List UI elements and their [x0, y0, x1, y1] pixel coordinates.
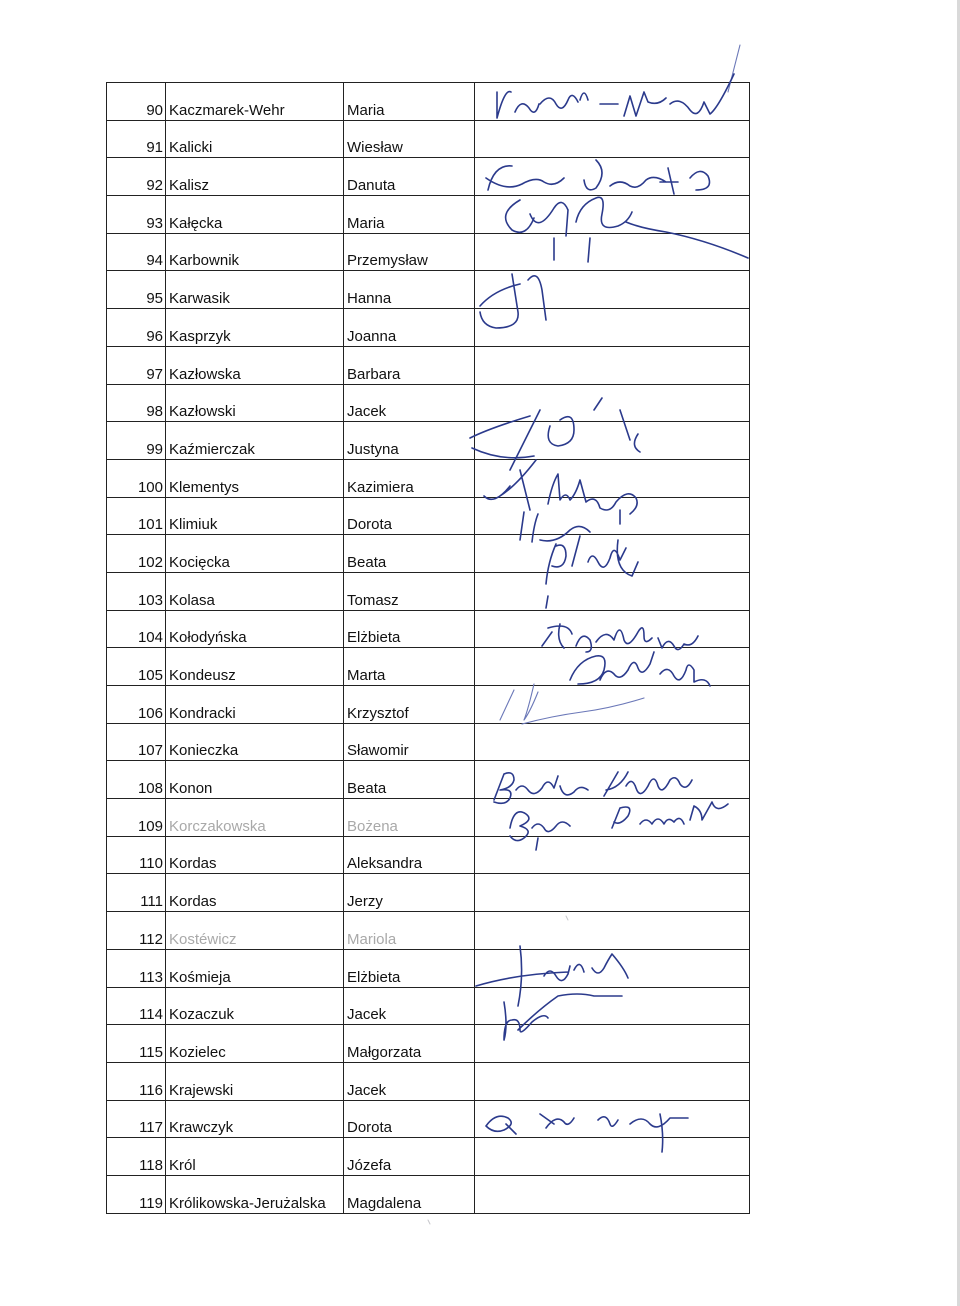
signature-cell [475, 1025, 750, 1063]
row-number: 112 [107, 912, 166, 950]
signature-cell [475, 535, 750, 573]
first-name-cell: Dorota [344, 497, 475, 535]
stray-dot-2 [428, 1220, 430, 1224]
table-row [107, 799, 750, 837]
row-number: 96 [107, 309, 166, 347]
signature-cell [475, 723, 750, 761]
first-name-cell: Tomasz [344, 572, 475, 610]
table-row [107, 1062, 750, 1100]
first-name-cell: Aleksandra [344, 836, 475, 874]
table-row [107, 497, 750, 535]
row-number: 105 [107, 648, 166, 686]
surname-cell: Konieczka [166, 723, 344, 761]
row-number: 113 [107, 949, 166, 987]
signature-cell [475, 949, 750, 987]
first-name-cell: Dorota [344, 1100, 475, 1138]
signature-cell [475, 648, 750, 686]
table-row [107, 422, 750, 460]
surname-cell: Klementys [166, 459, 344, 497]
row-number: 108 [107, 761, 166, 799]
signature-cell [475, 459, 750, 497]
surname-cell: Karwasik [166, 271, 344, 309]
table-row [107, 384, 750, 422]
row-number: 94 [107, 233, 166, 271]
signature-cell [475, 686, 750, 724]
row-number: 93 [107, 196, 166, 234]
signature-cell [475, 1138, 750, 1176]
row-number: 119 [107, 1175, 166, 1213]
signature-cell [475, 158, 750, 196]
table-row [107, 686, 750, 724]
row-number: 116 [107, 1062, 166, 1100]
first-name-cell: Maria [344, 83, 475, 121]
surname-cell: Kołodyńska [166, 610, 344, 648]
signature-cell [475, 422, 750, 460]
table-row [107, 610, 750, 648]
first-name-cell: Joanna [344, 309, 475, 347]
signature-cell [475, 271, 750, 309]
signature-cell [475, 1175, 750, 1213]
signature-cell [475, 799, 750, 837]
signature-cell [475, 233, 750, 271]
signature-cell [475, 346, 750, 384]
table-row [107, 987, 750, 1025]
surname-cell: Kondeusz [166, 648, 344, 686]
row-number: 99 [107, 422, 166, 460]
row-number: 106 [107, 686, 166, 724]
table-row [107, 836, 750, 874]
surname-cell: Krajewski [166, 1062, 344, 1100]
first-name-cell: Sławomir [344, 723, 475, 761]
table-row [107, 346, 750, 384]
surname-cell: Kocięcka [166, 535, 344, 573]
first-name-cell: Maria [344, 196, 475, 234]
signature-cell [475, 120, 750, 158]
row-number: 102 [107, 535, 166, 573]
signature-cell [475, 572, 750, 610]
signature-cell [475, 610, 750, 648]
row-number: 92 [107, 158, 166, 196]
row-number: 100 [107, 459, 166, 497]
row-number: 109 [107, 799, 166, 837]
row-number: 118 [107, 1138, 166, 1176]
surname-cell: Kostéwicz [166, 912, 344, 950]
row-number: 115 [107, 1025, 166, 1063]
surname-cell: Kozielec [166, 1025, 344, 1063]
table-row [107, 874, 750, 912]
first-name-cell: Justyna [344, 422, 475, 460]
surname-cell: Korczakowska [166, 799, 344, 837]
table-row [107, 158, 750, 196]
table-row [107, 233, 750, 271]
first-name-cell: Hanna [344, 271, 475, 309]
first-name-cell: Mariola [344, 912, 475, 950]
surname-cell: Kalicki [166, 120, 344, 158]
row-number: 90 [107, 83, 166, 121]
signature-cell [475, 987, 750, 1025]
surname-cell: Kalisz [166, 158, 344, 196]
surname-cell: Karbownik [166, 233, 344, 271]
table-row [107, 535, 750, 573]
first-name-cell: Beata [344, 761, 475, 799]
row-number: 107 [107, 723, 166, 761]
surname-cell: Konon [166, 761, 344, 799]
row-number: 110 [107, 836, 166, 874]
first-name-cell: Beata [344, 535, 475, 573]
signature-cell [475, 196, 750, 234]
signature-cell [475, 309, 750, 347]
attendance-table [106, 82, 750, 1214]
first-name-cell: Danuta [344, 158, 475, 196]
row-number: 101 [107, 497, 166, 535]
signature-cell [475, 384, 750, 422]
first-name-cell: Jerzy [344, 874, 475, 912]
row-number: 117 [107, 1100, 166, 1138]
first-name-cell: Kazimiera [344, 459, 475, 497]
table-row [107, 949, 750, 987]
row-number: 111 [107, 874, 166, 912]
first-name-cell: Elżbieta [344, 610, 475, 648]
table-row [107, 572, 750, 610]
surname-cell: Kozaczuk [166, 987, 344, 1025]
first-name-cell: Małgorzata [344, 1025, 475, 1063]
table-row [107, 196, 750, 234]
attendance-table-body [107, 83, 750, 1214]
first-name-cell: Wiesław [344, 120, 475, 158]
row-number: 95 [107, 271, 166, 309]
table-row [107, 83, 750, 121]
surname-cell: Kałęcka [166, 196, 344, 234]
surname-cell: Kolasa [166, 572, 344, 610]
surname-cell: Kaczmarek-Wehr [166, 83, 344, 121]
signature-cell [475, 836, 750, 874]
surname-cell: Kasprzyk [166, 309, 344, 347]
table-row [107, 309, 750, 347]
surname-cell: Kordas [166, 836, 344, 874]
surname-cell: Król [166, 1138, 344, 1176]
signature-cell [475, 912, 750, 950]
surname-cell: Krawczyk [166, 1100, 344, 1138]
row-number: 98 [107, 384, 166, 422]
table-row [107, 271, 750, 309]
table-row [107, 120, 750, 158]
table-row [107, 761, 750, 799]
surname-cell: Kordas [166, 874, 344, 912]
first-name-cell: Krzysztof [344, 686, 475, 724]
signature-cell [475, 1062, 750, 1100]
surname-cell: Kondracki [166, 686, 344, 724]
signature-cell [475, 874, 750, 912]
signature-cell [475, 761, 750, 799]
row-number: 114 [107, 987, 166, 1025]
surname-cell: Kazłowski [166, 384, 344, 422]
table-row [107, 1175, 750, 1213]
row-number: 103 [107, 572, 166, 610]
table-row [107, 648, 750, 686]
signature-cell [475, 497, 750, 535]
surname-cell: Kaźmierczak [166, 422, 344, 460]
table-row [107, 723, 750, 761]
first-name-cell: Bożena [344, 799, 475, 837]
first-name-cell: Magdalena [344, 1175, 475, 1213]
first-name-cell: Jacek [344, 987, 475, 1025]
table-row [107, 1138, 750, 1176]
first-name-cell: Barbara [344, 346, 475, 384]
table-row [107, 459, 750, 497]
first-name-cell: Jacek [344, 1062, 475, 1100]
first-name-cell: Marta [344, 648, 475, 686]
surname-cell: Kazłowska [166, 346, 344, 384]
table-row [107, 1025, 750, 1063]
surname-cell: Kośmieja [166, 949, 344, 987]
surname-cell: Klimiuk [166, 497, 344, 535]
table-row [107, 1100, 750, 1138]
table-row [107, 912, 750, 950]
row-number: 104 [107, 610, 166, 648]
row-number: 97 [107, 346, 166, 384]
first-name-cell: Elżbieta [344, 949, 475, 987]
first-name-cell: Jacek [344, 384, 475, 422]
surname-cell: Królikowska-Jerużalska [166, 1175, 344, 1213]
first-name-cell: Przemysław [344, 233, 475, 271]
signature-cell [475, 1100, 750, 1138]
first-name-cell: Józefa [344, 1138, 475, 1176]
signature-cell [475, 83, 750, 121]
row-number: 91 [107, 120, 166, 158]
